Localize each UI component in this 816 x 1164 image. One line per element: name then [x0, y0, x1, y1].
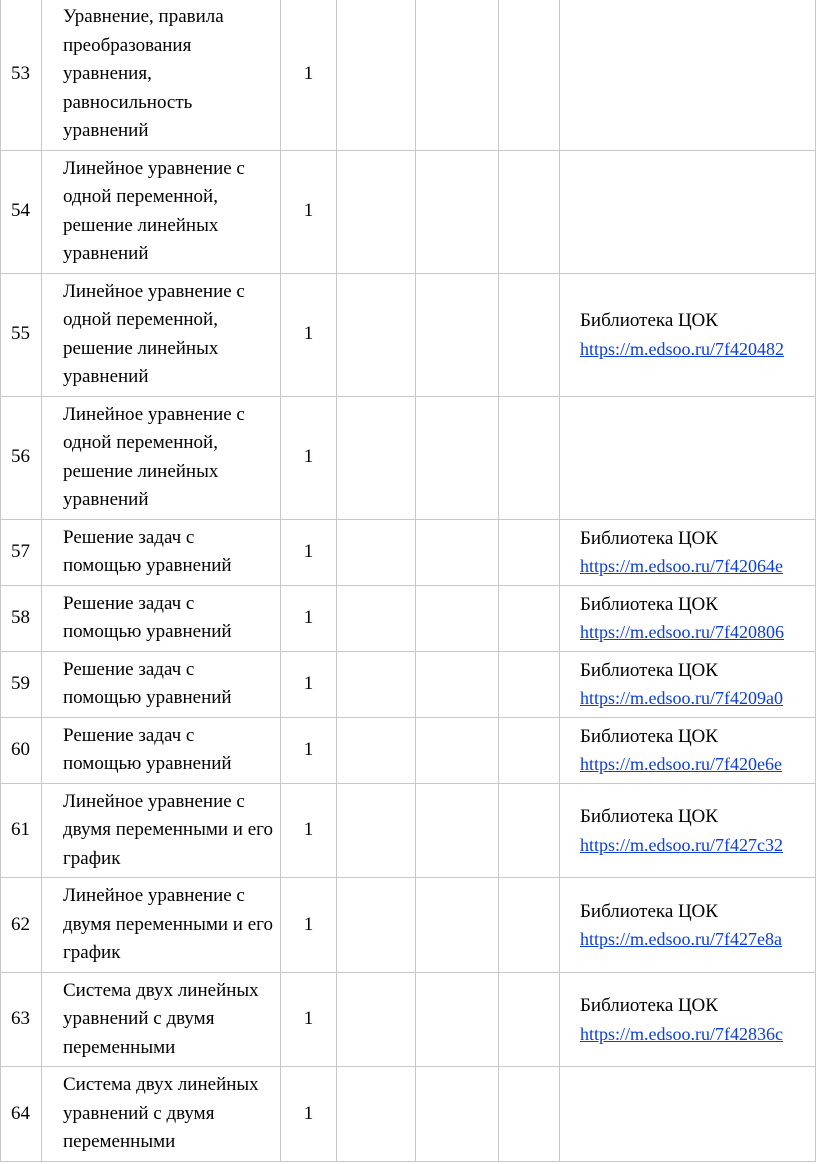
lesson-hours: 1 — [281, 972, 337, 1067]
lesson-number: 55 — [1, 273, 42, 396]
lesson-number: 60 — [1, 717, 42, 783]
table-row — [1, 1067, 816, 1162]
lesson-number: 57 — [1, 519, 42, 585]
table-row — [1, 396, 816, 519]
table-row — [1, 519, 816, 585]
table-row — [1, 651, 816, 717]
lesson-hours: 1 — [281, 585, 337, 651]
lesson-number: 63 — [1, 972, 42, 1067]
lesson-hours: 1 — [281, 783, 337, 878]
resource-link[interactable]: https://m.edsoo.ru/7f42064e — [580, 556, 783, 577]
lesson-topic: Решение задач с помощью уравнений — [42, 717, 281, 783]
resources-cell — [560, 150, 816, 273]
lesson-hours: 1 — [281, 878, 337, 973]
control-works-cell — [337, 1067, 416, 1162]
practical-works-cell — [416, 717, 499, 783]
table-row — [1, 585, 816, 651]
lesson-number: 56 — [1, 396, 42, 519]
date-cell — [499, 972, 560, 1067]
practical-works-cell — [416, 651, 499, 717]
resource-library-label: Библиотека ЦОК — [580, 806, 718, 827]
date-cell — [499, 519, 560, 585]
resource-link[interactable]: https://m.edsoo.ru/7f420e6e — [580, 754, 782, 775]
lesson-topic: Линейное уравнение с одной переменной, решение линейных уравнений — [42, 273, 281, 396]
practical-works-cell — [416, 396, 499, 519]
resource-link[interactable]: https://m.edsoo.ru/7f42836c — [580, 1023, 783, 1044]
lesson-number: 64 — [1, 1067, 42, 1162]
lesson-hours: 1 — [281, 717, 337, 783]
resource-link[interactable]: https://m.edsoo.ru/7f420482 — [580, 338, 784, 359]
date-cell — [499, 717, 560, 783]
resources-cell — [560, 717, 816, 783]
practical-works-cell — [416, 150, 499, 273]
lesson-topic: Линейное уравнение с двумя переменными и его график — [42, 878, 281, 973]
lesson-number: 53 — [1, 0, 42, 150]
control-works-cell — [337, 273, 416, 396]
table-row — [1, 150, 816, 273]
lesson-hours: 1 — [281, 0, 337, 150]
practical-works-cell — [416, 878, 499, 973]
date-cell — [499, 150, 560, 273]
resources-cell — [560, 519, 816, 585]
resource-link[interactable]: https://m.edsoo.ru/7f427c32 — [580, 834, 783, 855]
lesson-number: 61 — [1, 783, 42, 878]
date-cell — [499, 783, 560, 878]
lesson-topic: Решение задач с помощью уравнений — [42, 651, 281, 717]
date-cell — [499, 273, 560, 396]
table-body — [1, 0, 816, 1161]
practical-works-cell — [416, 783, 499, 878]
lesson-number: 62 — [1, 878, 42, 973]
resource-library-label: Библиотека ЦОК — [580, 725, 718, 747]
resources-cell — [560, 1067, 816, 1162]
resource-library-label: Библиотека ЦОК — [580, 527, 718, 549]
lesson-number: 59 — [1, 651, 42, 717]
date-cell — [499, 0, 560, 150]
lesson-topic: Решение задач с помощью уравнений — [42, 585, 281, 651]
table-row — [1, 783, 816, 878]
lesson-topic: Решение задач с помощью уравнений — [42, 519, 281, 585]
control-works-cell — [337, 585, 416, 651]
table-row — [1, 717, 816, 783]
lesson-topic: Система двух линейных уравнений с двумя переменными — [42, 1067, 281, 1162]
date-cell — [499, 878, 560, 973]
resource-library-label: Библиотека ЦОК — [580, 900, 718, 922]
table-row — [1, 878, 816, 973]
resource-link[interactable]: https://m.edsoo.ru/7f427e8a — [580, 929, 782, 949]
control-works-cell — [337, 878, 416, 973]
lesson-hours: 1 — [281, 396, 337, 519]
control-works-cell — [337, 717, 416, 783]
resource-link[interactable]: https://m.edsoo.ru/7f4209a0 — [580, 688, 783, 709]
table-row — [1, 273, 816, 396]
resources-cell — [560, 396, 816, 519]
resource-library-label: Библиотека ЦОК — [580, 995, 718, 1016]
table-row — [1, 972, 816, 1067]
lesson-hours: 1 — [281, 273, 337, 396]
lesson-topic: Линейное уравнение с двумя переменными и его график — [42, 783, 281, 878]
table-row — [1, 0, 816, 150]
control-works-cell — [337, 519, 416, 585]
practical-works-cell — [416, 585, 499, 651]
resource-library-label: Библиотека ЦОК — [580, 310, 718, 332]
lesson-topic: Линейное уравнение с одной переменной, решение линейных уравнений — [42, 150, 281, 273]
practical-works-cell — [416, 1067, 499, 1162]
resource-link[interactable]: https://m.edsoo.ru/7f420806 — [580, 622, 784, 643]
lesson-topic: Уравнение, правила преобразования уравнения, равносильность уравнений — [42, 0, 281, 150]
lesson-topic: Линейное уравнение с одной переменной, решение линейных уравнений — [42, 396, 281, 519]
date-cell — [499, 396, 560, 519]
control-works-cell — [337, 783, 416, 878]
practical-works-cell — [416, 273, 499, 396]
lesson-number: 58 — [1, 585, 42, 651]
lesson-hours: 1 — [281, 150, 337, 273]
control-works-cell — [337, 0, 416, 150]
lesson-number: 54 — [1, 150, 42, 273]
lesson-topic: Система двух линейных уравнений с двумя переменными — [42, 972, 281, 1067]
resources-cell — [560, 651, 816, 717]
lesson-hours: 1 — [281, 519, 337, 585]
practical-works-cell — [416, 519, 499, 585]
resource-library-label: Библиотека ЦОК — [580, 593, 718, 615]
resources-cell — [560, 0, 816, 150]
control-works-cell — [337, 396, 416, 519]
resources-cell — [560, 972, 816, 1067]
date-cell — [499, 585, 560, 651]
resources-cell — [560, 878, 816, 973]
resource-library-label: Библиотека ЦОК — [580, 659, 718, 681]
control-works-cell — [337, 651, 416, 717]
resources-cell — [560, 783, 816, 878]
control-works-cell — [337, 150, 416, 273]
lesson-hours: 1 — [281, 1067, 337, 1162]
lesson-hours: 1 — [281, 651, 337, 717]
date-cell — [499, 1067, 560, 1162]
practical-works-cell — [416, 972, 499, 1067]
practical-works-cell — [416, 0, 499, 150]
control-works-cell — [337, 972, 416, 1067]
resources-cell — [560, 273, 816, 396]
date-cell — [499, 651, 560, 717]
resources-cell — [560, 585, 816, 651]
